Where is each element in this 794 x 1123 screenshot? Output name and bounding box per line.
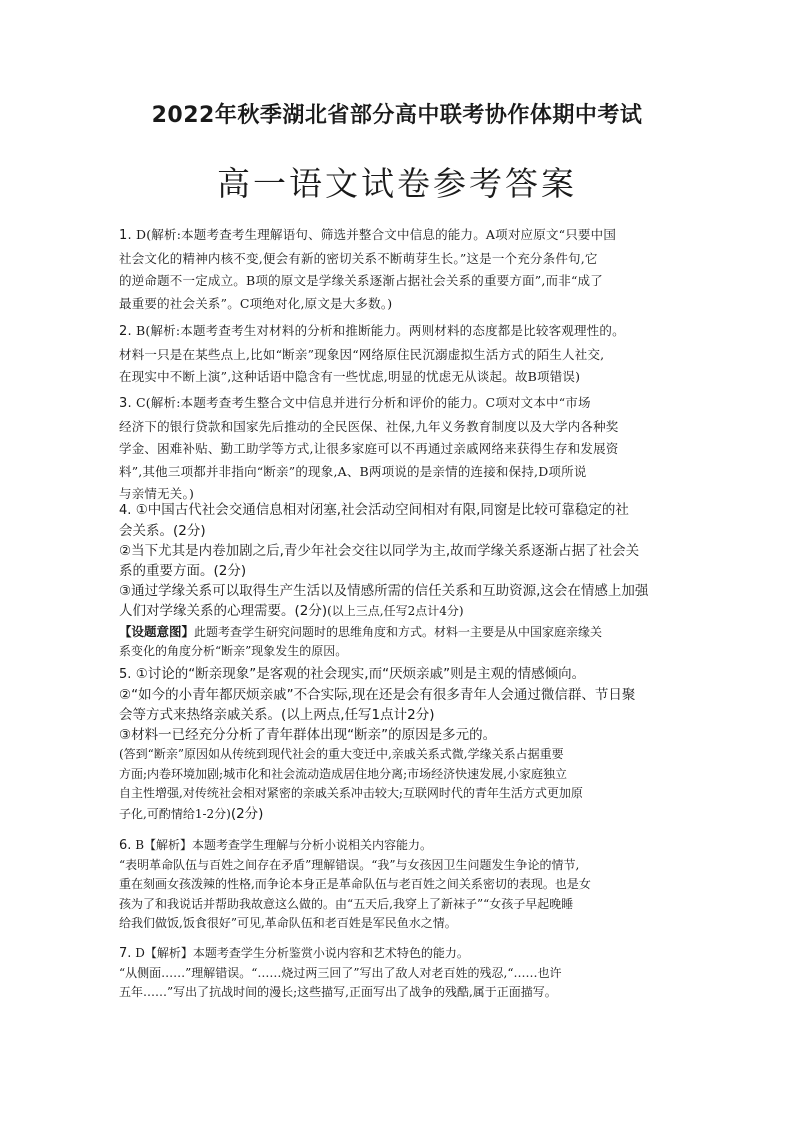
answer-line: 社会文化的精神内核不变,便会有新的密切关系不断萌芽生长。”这是一个充分条件句,它: [119, 250, 598, 266]
answer-line: 学金、困难补贴、勤工助学等方式,让很多家庭可以不再通过亲戚网络来获得生存和发展资: [119, 441, 619, 456]
intent-line: 系变化的角度分析“断亲”现象发生的原因。: [119, 644, 348, 658]
answer-line: C(解析:本题考查考生整合文中信息并进行分析和评价的能力。C项对文本中“市场: [136, 395, 591, 410]
answer-line: 给我们做饭,饭食很好”可见,革命队伍和老百姓是军民鱼水之情。: [119, 916, 457, 930]
answer-1: [119, 224, 679, 315]
question-number: 1.: [119, 228, 132, 243]
answer-line: 会关系。(2分): [119, 523, 206, 539]
answer-line: ①讨论的“断亲现象”是客观的社会现实,而“厌烦亲戚”则是主观的情感倾向。: [135, 666, 586, 682]
answer-7: [119, 944, 679, 1003]
answer-head: D【解析】本题考查学生分析鉴赏小说内容和艺术特色的能力。: [135, 946, 469, 960]
answer-line: 会等方式来热络亲戚关系。(以上两点,任写1点计2分): [119, 707, 435, 723]
answer-line: 料”,其他三项都并非指向“断亲”的现象,A、B两项说的是亲情的连接和保持,D项所说: [119, 463, 587, 479]
intent-line: 此题考查学生研究问题时的思维角度和方式。材料一主要是从中国家庭亲缘关: [194, 624, 603, 639]
answer-line: D(解析:本题考查考生理解语句、筛选并整合文中信息的能力。A项对应原文“只要中国: [136, 227, 617, 242]
answer-3: [119, 392, 679, 506]
question-number: 3.: [119, 396, 132, 411]
question-number: 4.: [119, 503, 132, 518]
answer-line: 最重要的社会关系”。C项绝对化,原文是大多数。): [119, 295, 393, 311]
question-number: 6.: [119, 838, 132, 853]
answer-line: 系的重要方面。(2分): [119, 563, 247, 579]
answer-line: ①中国古代社会交通信息相对闭塞,社会活动空间相对有限,同窗是比较可靠稳定的社: [135, 502, 629, 518]
answer-line: B(解析:本题考查考生对材料的分析和推断能力。两则材料的态度都是比较客观理性的。: [136, 323, 625, 338]
answer-line: ③材料一已经充分分析了青年群体出现“断亲”的原因是多元的。: [119, 727, 497, 743]
answer-line: 孩为了和我说话并帮助我故意这么做的。由“五天后,我穿上了新袜子”“女孩子早起晚睡: [119, 896, 574, 911]
answer-line: 与亲情无关。): [119, 486, 195, 501]
intent-tag: 【设题意图】: [119, 623, 195, 639]
answer-line: “表明革命队伍与百姓之间存在矛盾”理解错误。“我”与女孩因卫生问题发生争论的情节,: [119, 857, 580, 872]
score-note: (以上三点,任写2点计4分): [327, 604, 464, 618]
answer-line: 的逆命题不一定成立。B项的原文是学缘关系逐渐占据社会关系的重要方面”,而非“成了: [119, 273, 603, 288]
exam-title: 2022年秋季湖北省部分高中联考协作体期中考试: [151, 103, 643, 128]
answer-2: [119, 320, 679, 389]
question-number: 2.: [119, 324, 132, 339]
question-number: 7.: [119, 946, 132, 961]
answer-line: 经济下的银行贷款和国家先后推动的全民医保、社保,九年义务教育制度以及大学内各种奖: [119, 418, 619, 434]
answer-line: 五年……”写出了抗战时间的漫长;这些描写,正面写出了战争的残酷,属于正面描写。: [119, 985, 557, 999]
answer-5: [119, 664, 679, 824]
answer-line: ③通过学缘关系可以取得生产生活以及情感所需的信任关系和互助资源,这会在情感上加强: [119, 583, 649, 599]
note-line: 子化,可酌情给1-2分): [119, 806, 231, 821]
answer-key-title: 高一语文试卷参考答案: [217, 164, 577, 203]
answer-line: 在现实中不断上演”,这种话语中隐含有一些忧虑,明显的忧虑无从谈起。故B项错误): [119, 369, 581, 384]
answer-head: B【解析】本题考查学生理解与分析小说相关内容能力。: [135, 838, 433, 852]
answer-line: “从侧面……”理解错误。“……烧过两三回了”写出了敌人对老百姓的残忍,“……也许: [119, 965, 562, 980]
question-number: 5.: [119, 667, 132, 682]
score-note: (2分): [230, 805, 264, 822]
note-line: (答到“断亲”原因如从传统到现代社会的重大变迁中,亲戚关系式微,学缘关系占据重要: [119, 747, 564, 761]
answer-line: ②“如今的小青年都厌烦亲戚”不合实际,现在还是会有很多青年人会通过微信群、节日聚: [119, 687, 636, 703]
answer-line: ②当下尤其是内卷加剧之后,青少年社会交往以同学为主,故而学缘关系逐渐占据了社会关: [119, 543, 640, 559]
note-line: 自主性增强,对传统社会相对紧密的亲戚关系冲击较大;互联网时代的青年生活方式更加原: [119, 786, 583, 800]
note-line: 方面;内卷环境加剧;城市化和社会流动造成居住地分离;市场经济快速发展,小家庭独立: [119, 766, 567, 781]
answer-line: 材料一只是在某些点上,比如“断亲”现象因“网络原住民沉溺虚拟生活方式的陌生人社交,: [119, 346, 605, 362]
answer-4: [119, 500, 679, 662]
answer-line: 重在刻画女孩泼辣的性格,而争论本身正是革命队伍与老百姓之间关系密切的表现。也是女: [119, 877, 591, 891]
answer-6: [119, 836, 679, 934]
answer-line: 人们对学缘关系的心理需要。(2分): [119, 603, 328, 619]
